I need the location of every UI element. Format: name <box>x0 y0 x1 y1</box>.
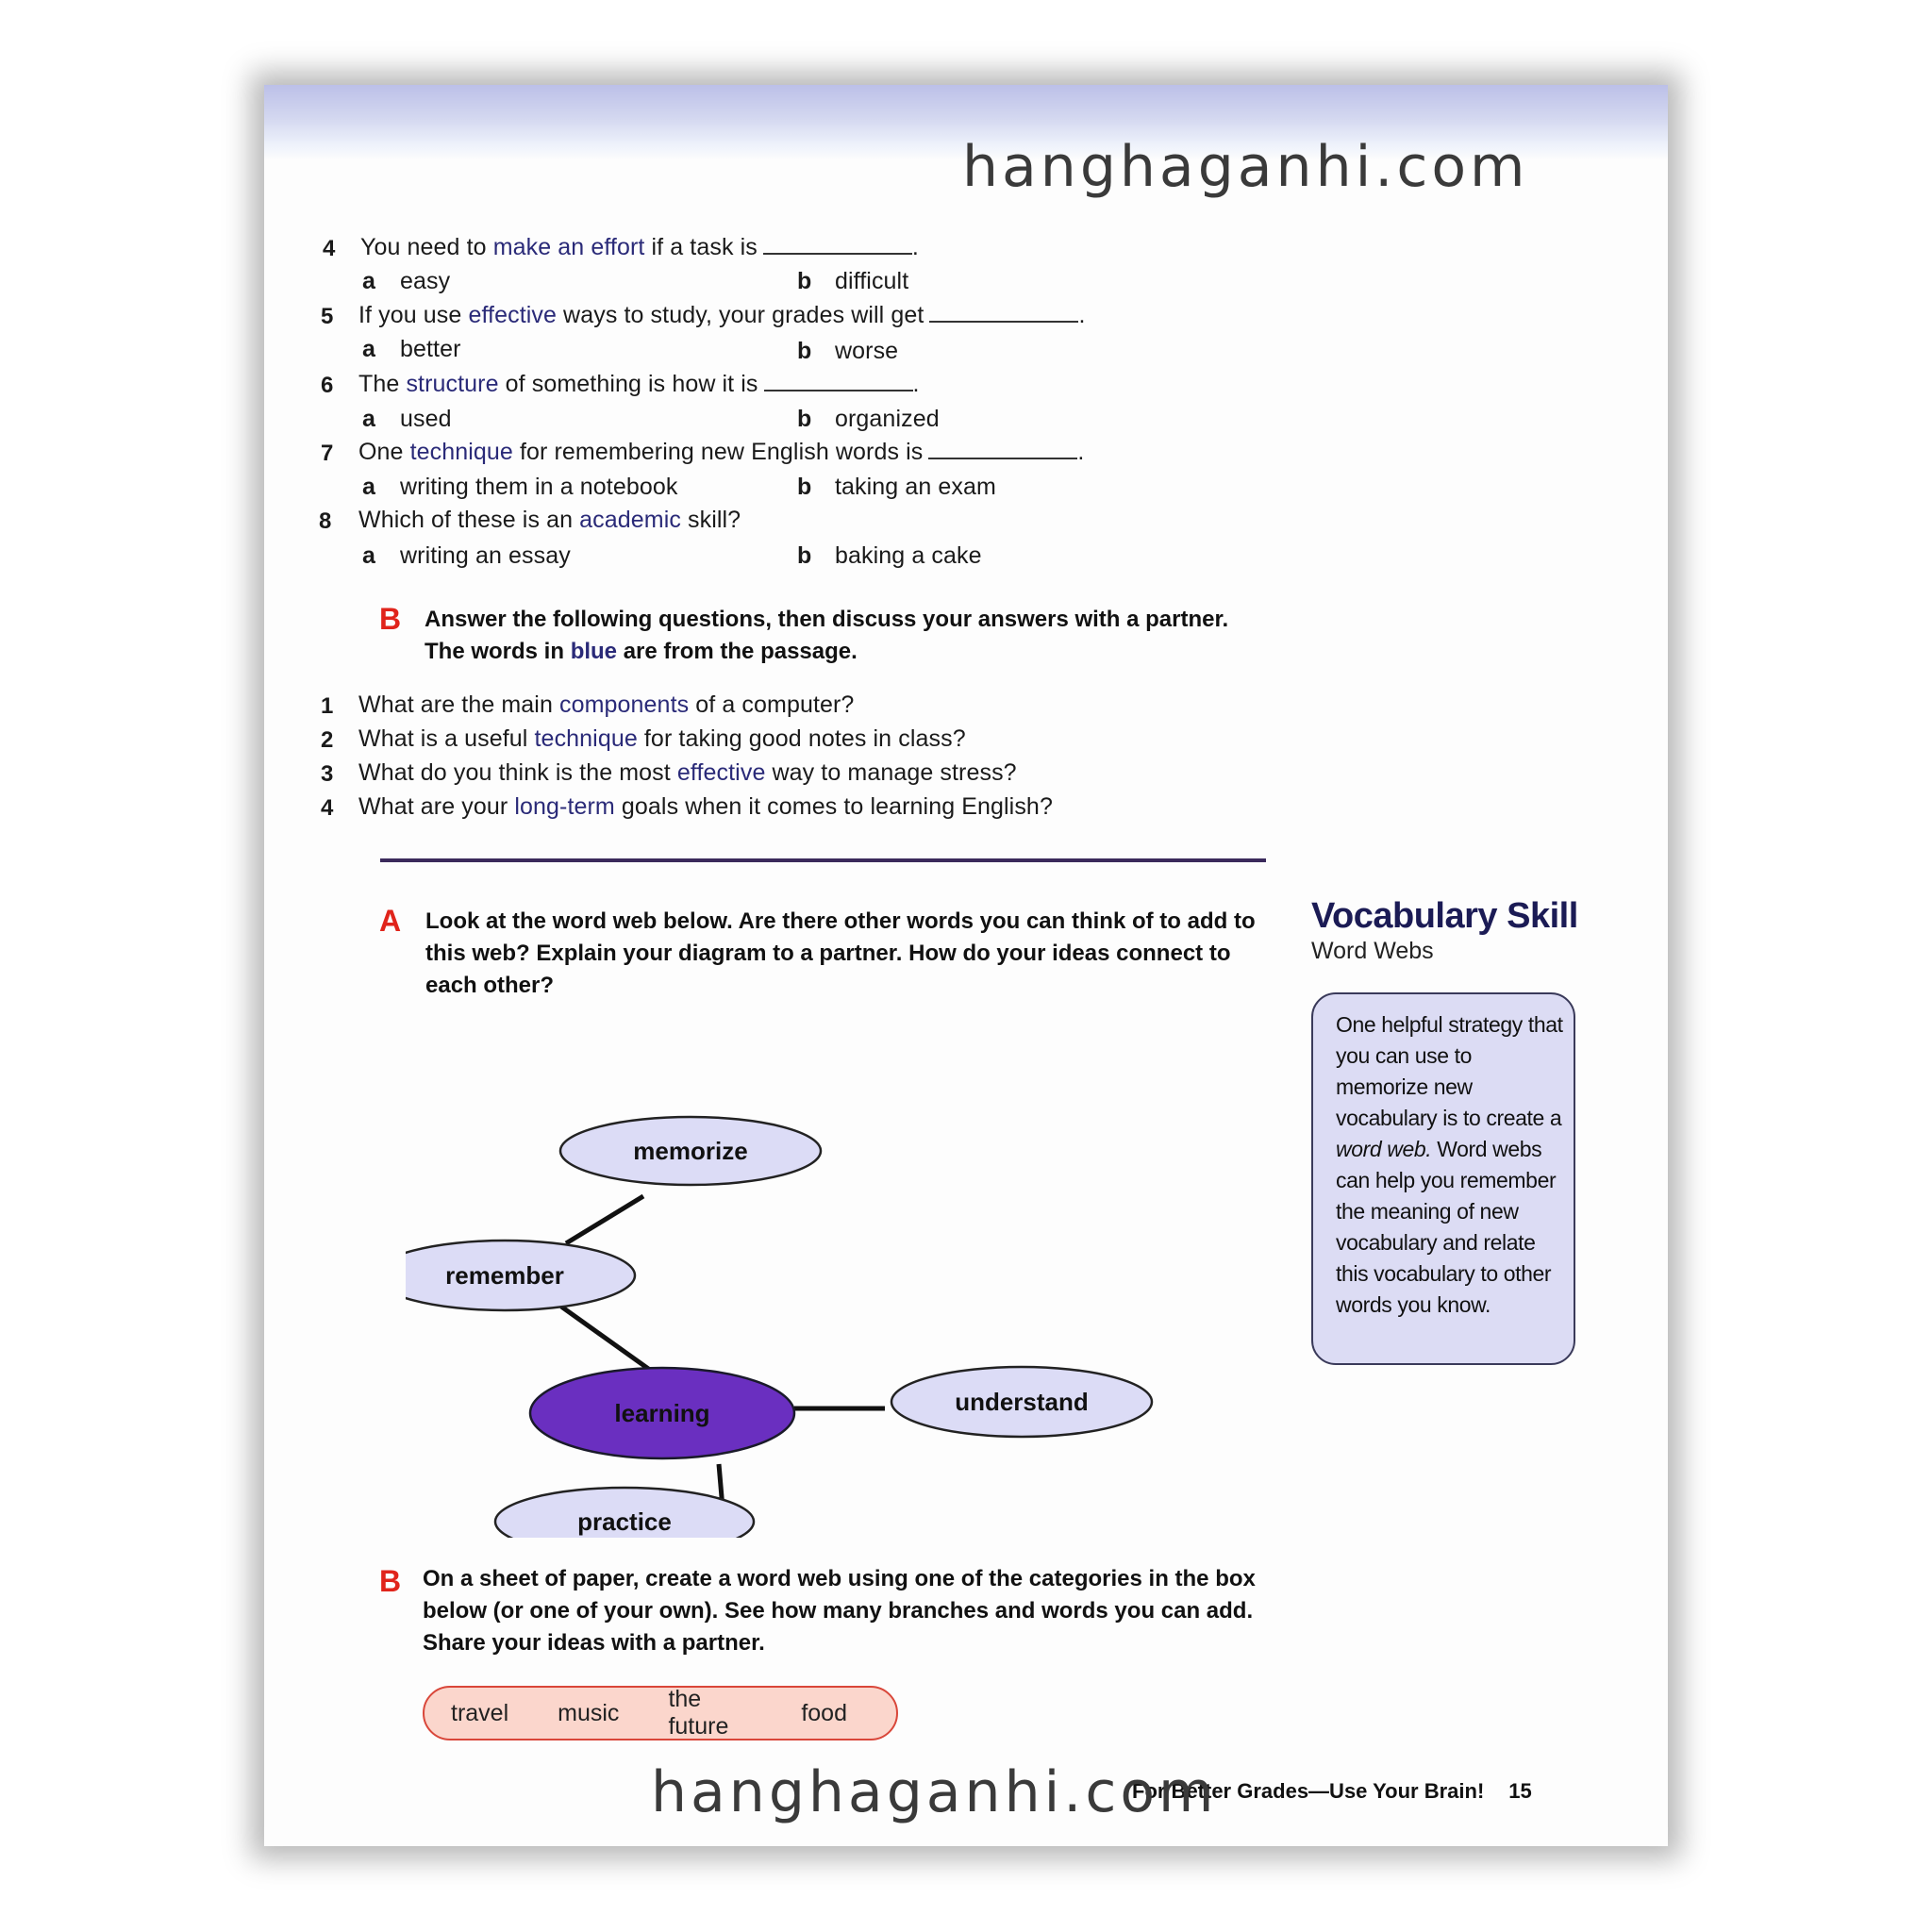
svg-text:memorize: memorize <box>633 1137 748 1165</box>
question-number: 3 <box>321 761 334 787</box>
section-divider <box>380 858 1266 862</box>
vocab-word: structure <box>406 371 499 397</box>
page-number: 15 <box>1508 1779 1532 1803</box>
node-practice <box>495 1488 754 1538</box>
item-number: 5 <box>321 304 334 329</box>
item-number: 4 <box>323 236 336 261</box>
category-food[interactable]: food <box>801 1699 847 1726</box>
vocab-word: technique <box>409 439 513 465</box>
option-a[interactable]: a used <box>362 406 452 432</box>
section-a-instruction: Look at the word web below. Are there other words you can think of to add to this web? Explain your diagram to a partner. How do your ideas connect to each other? <box>425 908 1256 998</box>
option-a[interactable]: a writing them in a notebook <box>362 474 678 500</box>
item-number: 8 <box>319 508 332 534</box>
discussion-question: What are the main components of a computer? <box>358 691 855 718</box>
word-web-diagram <box>406 1057 1236 1538</box>
vocabulary-skill-title: Vocabulary Skill <box>1311 896 1578 936</box>
node-remember <box>406 1241 635 1310</box>
section-b-instruction: Answer the following questions, then discuss your answers with a partner. The words in blue are from the passage. <box>425 607 1229 664</box>
section-letter-b2: B <box>379 1564 402 1598</box>
section-letter-b: B <box>379 602 402 636</box>
answer-blank[interactable] <box>929 304 1078 323</box>
node-understand <box>891 1367 1152 1437</box>
option-b[interactable]: b difficult <box>797 268 909 294</box>
option-a[interactable]: a easy <box>362 268 451 294</box>
vocab-word: effective <box>468 302 558 328</box>
answer-blank[interactable] <box>763 236 912 255</box>
footer-title: For Better Grades—Use Your Brain! <box>1132 1779 1485 1803</box>
question-stem: If you use effective ways to study, your grades will get . <box>358 302 1086 328</box>
categories-box <box>423 1686 898 1740</box>
item-number: 7 <box>321 441 334 466</box>
category-music[interactable]: music <box>558 1699 620 1726</box>
connector-lines <box>561 1196 885 1530</box>
discussion-question: What do you think is the most effective way to manage stress? <box>358 759 1017 786</box>
section-letter-a: A <box>379 904 402 938</box>
section-b2-instruction: On a sheet of paper, create a word web using one of the categories in the box below (or one of your own). See how many branches and words you can add. Share your ideas with a partner. <box>423 1566 1256 1656</box>
svg-text:practice: practice <box>577 1507 672 1536</box>
option-a[interactable]: a writing an essay <box>362 542 571 569</box>
category-travel[interactable]: travel <box>451 1699 509 1726</box>
category-the-future[interactable]: the future <box>668 1686 729 1740</box>
vocabulary-skill-text: One helpful strategy that you can use to memorize new vocabulary is to create a word web. Word webs can help you remember the meaning of new vocabulary and relate this vocabulary to other words you know. <box>1336 1012 1563 1317</box>
svg-text:understand: understand <box>955 1388 1089 1416</box>
vocabulary-skill-box <box>1311 992 1575 1365</box>
question-number: 1 <box>321 693 334 719</box>
textbook-page <box>264 85 1668 1846</box>
svg-text:remember: remember <box>445 1261 564 1290</box>
option-a[interactable]: a better <box>362 336 461 362</box>
discussion-question: What is a useful technique for taking good notes in class? <box>358 725 966 752</box>
question-stem: The structure of something is how it is . <box>358 371 920 397</box>
node-learning-center <box>530 1368 794 1458</box>
answer-blank[interactable] <box>928 441 1077 459</box>
question-stem: Which of these is an academic skill? <box>358 507 741 533</box>
answer-blank[interactable] <box>764 373 913 391</box>
option-b[interactable]: b organized <box>797 406 940 432</box>
svg-text:learning: learning <box>614 1399 710 1427</box>
option-b[interactable]: b taking an exam <box>797 474 996 500</box>
node-memorize <box>560 1117 821 1185</box>
option-b[interactable]: b baking a cake <box>797 542 982 569</box>
question-stem: One technique for remembering new English words is . <box>358 439 1085 465</box>
question-number: 4 <box>321 795 334 821</box>
vocab-word: academic <box>579 507 681 533</box>
watermark-top: hanghaganhi.com <box>962 134 1529 200</box>
vocabulary-skill-subtitle: Word Webs <box>1311 938 1434 964</box>
discussion-question: What are your long-term goals when it comes to learning English? <box>358 793 1053 820</box>
vocab-word: make an effort <box>492 234 645 260</box>
option-b[interactable]: b worse <box>797 338 899 364</box>
question-number: 2 <box>321 727 334 753</box>
watermark-bottom: hanghaganhi.com <box>651 1759 1218 1825</box>
item-number: 6 <box>321 373 334 398</box>
question-stem: You need to make an effort if a task is . <box>360 234 919 260</box>
